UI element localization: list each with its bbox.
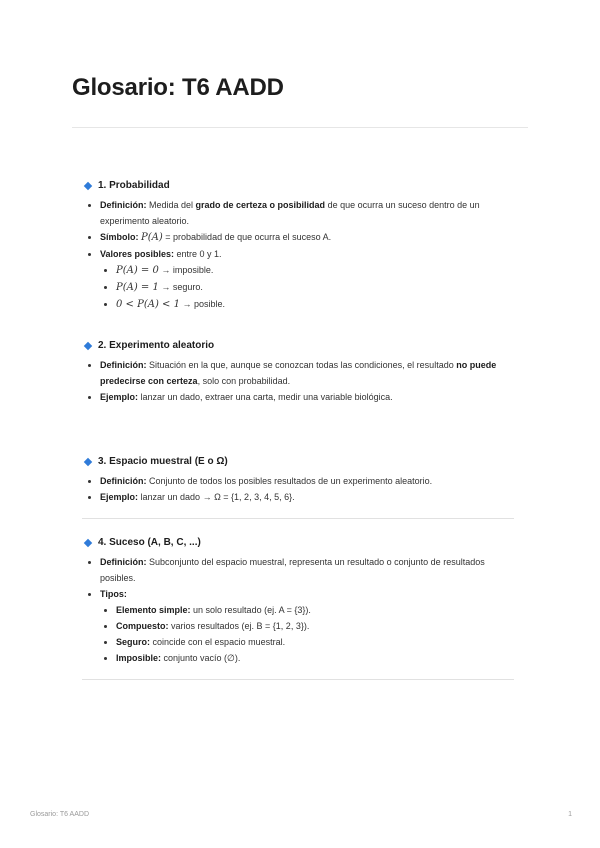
item-label: Definición: [100,360,147,370]
item-text: lanzar un dado, extraer una carta, medir una variable biológica. [138,392,393,402]
heading-text: 2. Experimento aleatorio [98,340,215,351]
item-label: Elemento simple: [116,605,191,615]
item-emphasis: no puede predecirse con certeza [100,360,497,386]
definition-list [82,473,522,505]
item-text: un solo resultado (ej. A = {3}). [190,605,311,615]
definition-list [82,197,522,313]
section-suceso [82,535,522,666]
section-heading [82,454,522,470]
blue-diamond-icon [84,458,92,466]
definition-list [82,554,522,666]
section-experimento-aleatorio [82,338,522,405]
blue-diamond-icon [84,342,92,350]
item-text: conjunto vacío (∅). [161,653,241,663]
list-item [100,246,522,313]
list-item [100,554,522,586]
section-divider [82,679,514,680]
item-text: coincide con el espacio muestral. [150,637,286,647]
item-text: entre 0 y 1. [174,249,222,259]
list-item [116,602,522,618]
list-item [100,473,522,489]
blue-diamond-icon [84,182,92,190]
list-item [116,650,522,666]
section-heading [82,338,522,354]
sub-list [100,262,522,313]
item-label: Definición: [100,557,147,567]
list-item [100,357,522,389]
list-item [116,296,522,313]
footer-page-number: 1 [568,811,572,818]
item-text: → imposible. [158,265,214,275]
sub-list [100,602,522,666]
section-probabilidad [82,178,522,313]
item-label: Símbolo: [100,232,139,242]
list-item [116,262,522,279]
list-item [100,586,522,666]
item-label: Ejemplo: [100,392,139,402]
math-expression: P(A) = 0 [116,265,159,276]
heading-text: 3. Espacio muestral (E o Ω) [98,456,228,467]
section-divider [82,518,514,519]
item-text: Medida del [146,200,196,210]
item-text: → seguro. [158,282,203,292]
item-label: Definición: [100,476,147,486]
item-label: Definición: [100,200,147,210]
math-expression: 0 < P(A) < 1 [116,299,180,310]
section-espacio-muestral [82,454,522,505]
item-label: Tipos: [100,589,127,599]
heading-text: 1. Probabilidad [98,180,170,191]
list-item [116,634,522,650]
item-label: Compuesto: [116,621,169,631]
item-text: Subconjunto del espacio muestral, representa un resultado o conjunto de resultados posibles. [100,557,485,583]
item-label: Valores posibles: [100,249,175,259]
list-item [116,279,522,296]
item-text: de que ocurra un suceso dentro de un experimento aleatorio. [100,200,480,226]
heading-text: 4. Suceso (A, B, C, ...) [98,537,201,548]
item-text: Situación en la que, aunque se conozcan todas las condiciones, el resultado [146,360,457,370]
item-label: Ejemplo: [100,492,139,502]
item-text: = probabilidad de que ocurra el suceso A. [162,232,332,242]
list-item [100,229,522,246]
item-text: → posible. [179,299,225,309]
section-heading [82,535,522,551]
footer-document-title: Glosario: T6 AADD [30,811,90,818]
item-text: , solo con probabilidad. [197,376,291,386]
item-label: Imposible: [116,653,162,663]
definition-list [82,357,522,405]
list-item [100,389,522,405]
math-expression: P(A) [141,232,163,243]
list-item [100,197,522,229]
list-item [100,489,522,505]
item-label: Seguro: [116,637,151,647]
list-item [116,618,522,634]
item-text: varios resultados (ej. B = {1, 2, 3}). [168,621,310,631]
item-emphasis: grado de certeza o posibilidad [195,200,326,210]
page-title: Glosario: T6 AADD [72,74,284,101]
item-text: lanzar un dado → Ω = {1, 2, 3, 4, 5, 6}. [138,492,295,502]
section-heading [82,178,522,194]
item-text: Conjunto de todos los posibles resultados de un experimento aleatorio. [146,476,433,486]
math-expression: P(A) = 1 [116,282,159,293]
blue-diamond-icon [84,539,92,547]
title-divider [72,127,528,128]
